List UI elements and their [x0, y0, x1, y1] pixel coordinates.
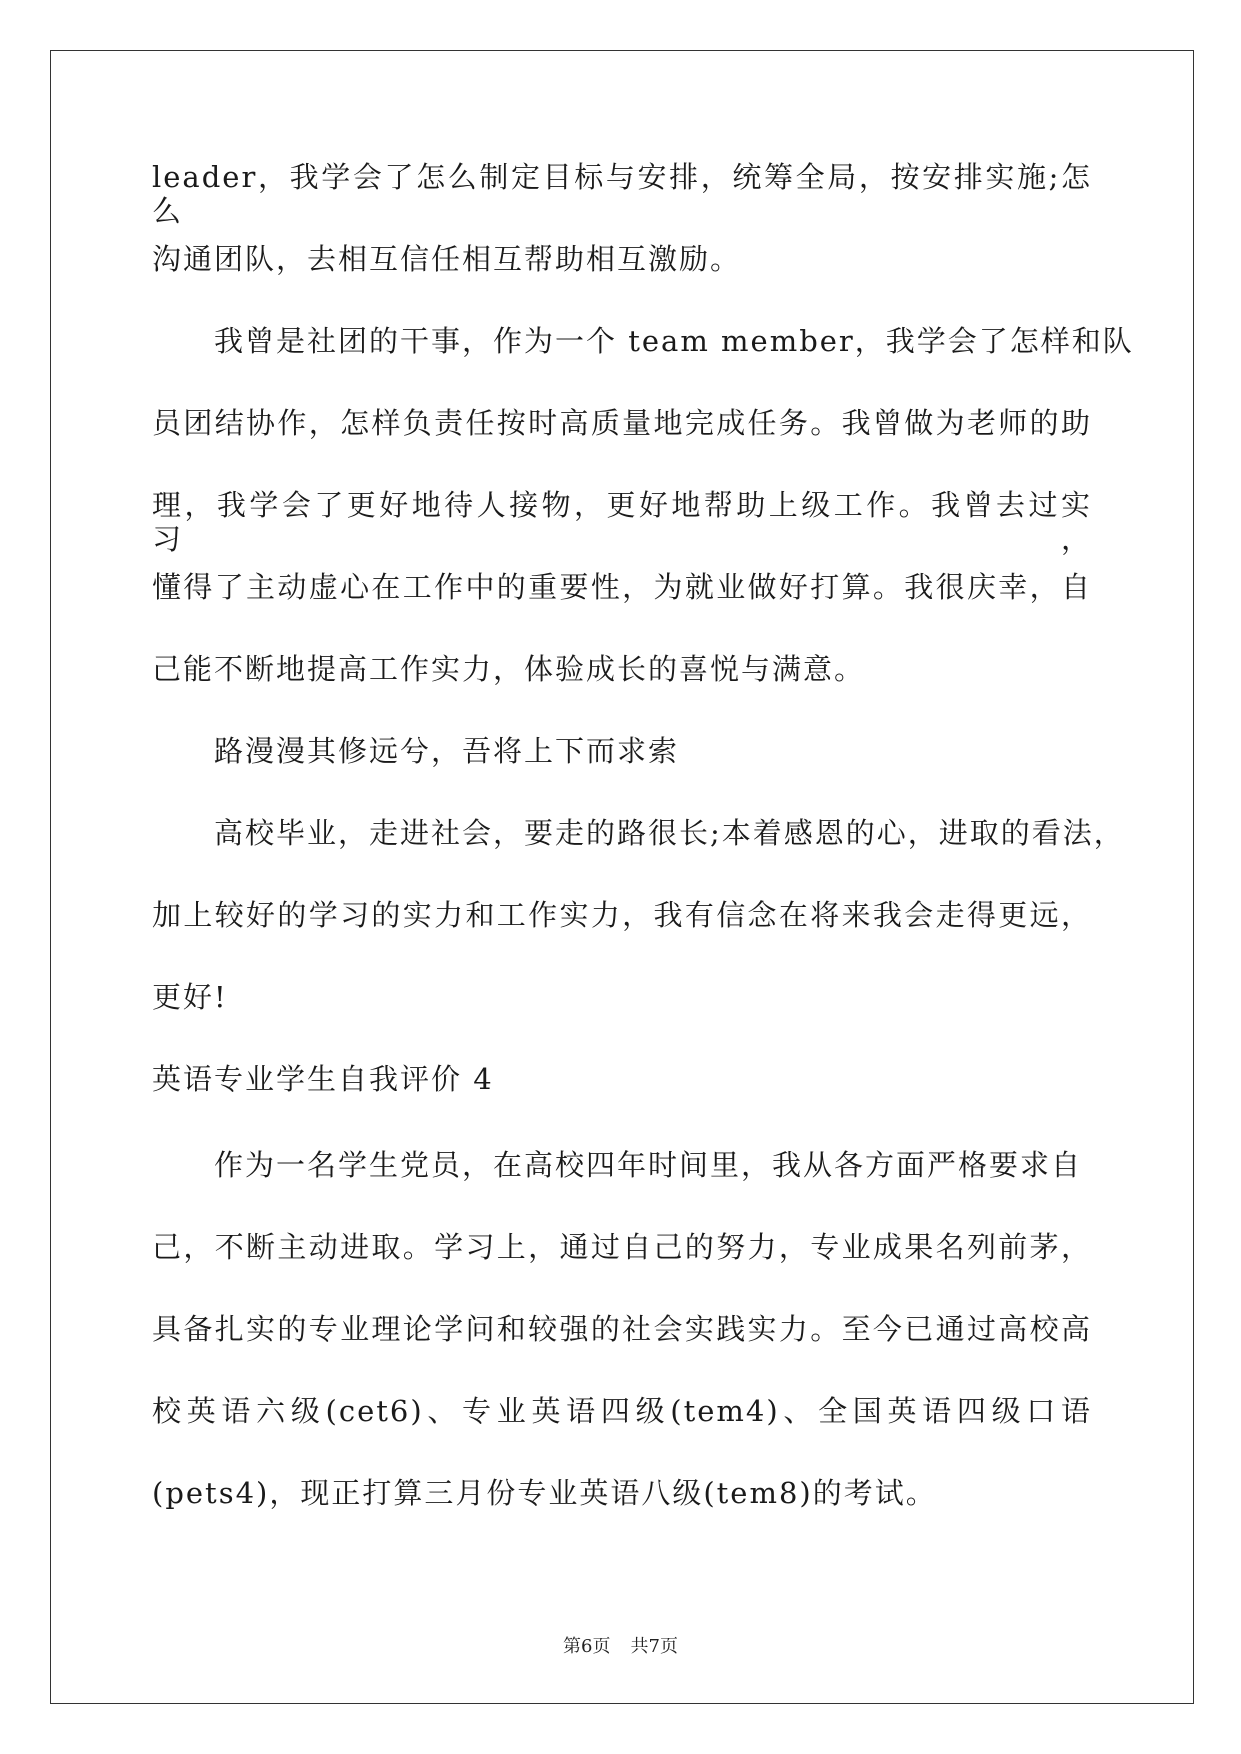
section-heading: 英语专业学生自我评价 4: [152, 1062, 494, 1096]
document-body: [152, 160, 1134, 1558]
page-number-total: 共7页: [630, 1636, 678, 1657]
text-line: leader，我学会了怎么制定目标与安排，统筹全局，按安排实施;怎么: [152, 160, 1092, 228]
text-line: 己，不断主动进取。学习上，通过自己的努力，专业成果名列前茅，: [152, 1230, 1092, 1264]
text-line: 我曾是社团的干事，作为一个 team member，我学会了怎样和队: [214, 324, 1134, 358]
text-line: 加上较好的学习的实力和工作实力，我有信念在将来我会走得更远，: [152, 898, 1092, 932]
text-line: 具备扎实的专业理论学问和较强的社会实践实力。至今已通过高校高: [152, 1312, 1092, 1346]
text-line: 懂得了主动虚心在工作中的重要性，为就业做好打算。我很庆幸，自: [152, 570, 1092, 604]
text-line: 作为一名学生党员，在高校四年时间里，我从各方面严格要求自: [214, 1148, 1083, 1182]
page-number-current: 第6页: [563, 1636, 611, 1657]
text-line: 沟通团队，去相互信任相互帮助相互激励。: [152, 242, 742, 276]
text-line: 理，我学会了更好地待人接物，更好地帮助上级工作。我曾去过实习，: [152, 488, 1092, 556]
text-line: 己能不断地提高工作实力，体验成长的喜悦与满意。: [152, 652, 866, 686]
text-line: 更好!: [152, 980, 228, 1014]
page-footer: [0, 1632, 1241, 1658]
text-line: 路漫漫其修远兮，吾将上下而求索: [214, 734, 680, 768]
text-line: 员团结协作，怎样负责任按时高质量地完成任务。我曾做为老师的助: [152, 406, 1092, 440]
text-line: (pets4)，现正打算三月份专业英语八级(tem8)的考试。: [152, 1476, 937, 1510]
text-line: 校英语六级(cet6)、专业英语四级(tem4)、全国英语四级口语: [152, 1394, 1092, 1428]
text-line: 高校毕业，走进社会，要走的路很长;本着感恩的心，进取的看法，: [214, 816, 1125, 850]
